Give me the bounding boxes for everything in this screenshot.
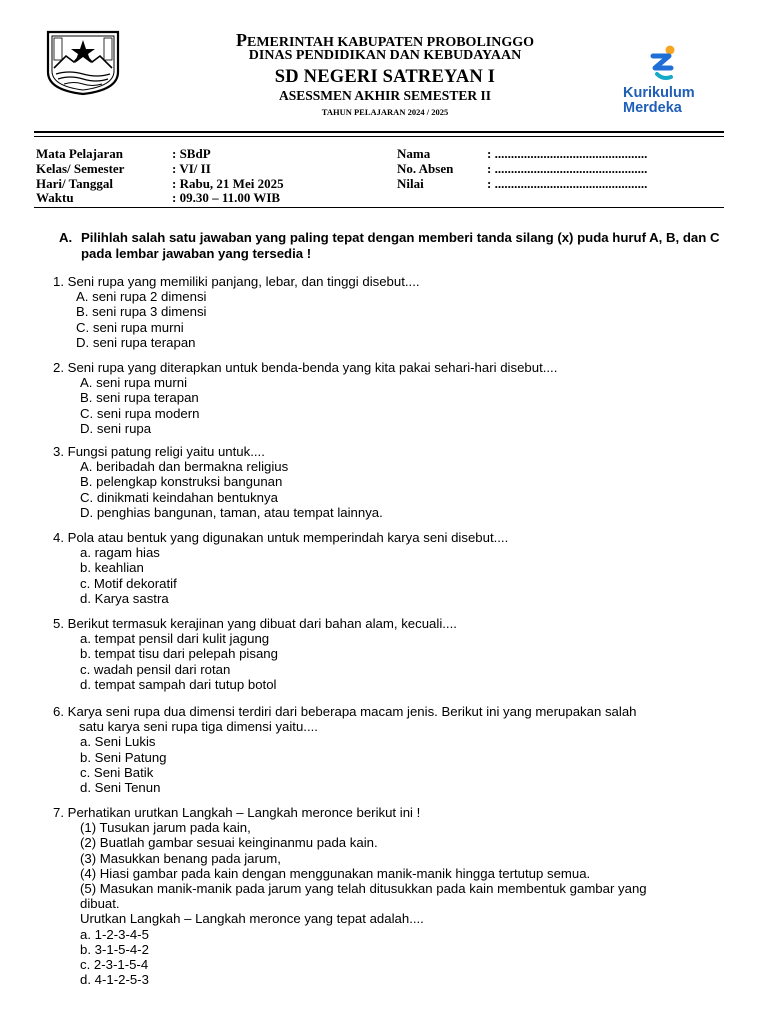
header-government: PEMERINTAH KABUPATEN PROBOLINGGO <box>235 30 535 50</box>
question-7 <box>53 805 743 987</box>
question-stem: 2. Seni rupa yang diterapkan untuk benda-benda yang kita pakai sehari-hari disebut.... <box>53 360 558 375</box>
option-a[interactable]: A. seni rupa 2 dimensi <box>76 289 207 305</box>
question-stem: 4. Pola atau bentuk yang digunakan untuk memperindah karya seni disebut.... <box>53 530 509 545</box>
option-d[interactable]: D. seni rupa terapan <box>76 334 196 350</box>
logo-text-merdeka: Merdeka <box>623 100 682 116</box>
option-a[interactable]: a. 1-2-3-4-5 <box>80 926 149 942</box>
option-b[interactable]: b. 3-1-5-4-2 <box>80 941 149 957</box>
option-d[interactable]: d. 4-1-2-5-3 <box>80 972 149 988</box>
header-exam-title: ASESSMEN AKHIR SEMESTER II <box>279 88 491 103</box>
option-c[interactable]: C. dinikmati keindahan bentuknya <box>80 489 278 505</box>
step-item: (4) Hiasi gambar pada kain dengan menggunakan manik-manik hingga tertutup semua. <box>80 865 591 881</box>
question-3 <box>53 444 743 520</box>
question-stem: 3. Fungsi patung religi yaitu untuk.... <box>53 444 265 459</box>
header-school-year: TAHUN PELAJARAN 2024 / 2025 <box>321 107 449 117</box>
absent-number-field[interactable]: : ............................................... <box>487 161 648 176</box>
option-a[interactable]: a. ragam hias <box>80 545 160 561</box>
label-score: Nilai <box>397 176 424 191</box>
question-stem: 7. Perhatikan urutkan Langkah – Langkah meronce berikut ini ! <box>53 805 421 820</box>
option-b[interactable]: B. pelengkap konstruksi bangunan <box>80 474 283 490</box>
logo-text-kurikulum: Kurikulum <box>623 85 695 101</box>
header-school-name: SD NEGERI SATREYAN I <box>274 67 496 87</box>
value-date: : Rabu, 21 Mei 2025 <box>172 176 284 191</box>
option-d[interactable]: d. Karya sastra <box>80 590 169 606</box>
score-field[interactable]: : ............................................... <box>487 176 648 191</box>
option-d[interactable]: D. seni rupa <box>80 420 152 436</box>
regency-crest-logo <box>44 28 122 96</box>
question-prompt: Urutkan Langkah – Langkah meronce yang tepat adalah.... <box>80 911 424 927</box>
option-c[interactable]: c. Seni Batik <box>80 764 154 780</box>
value-class: : VI/ II <box>172 161 211 176</box>
label-time: Waktu <box>36 190 74 205</box>
option-d[interactable]: D. penghias bangunan, taman, atau tempat lainnya. <box>80 504 383 520</box>
question-stem-continued: satu karya seni rupa tiga dimensi yaitu.... <box>79 719 318 735</box>
label-absent-number: No. Absen <box>397 161 454 176</box>
option-a[interactable]: a. Seni Lukis <box>80 734 156 750</box>
option-c[interactable]: C. seni rupa murni <box>76 319 184 335</box>
instruction-text: Pilihlah salah satu jawaban yang paling tepat dengan memberi tanda silang (x) puda huruf A, B, dan C pada lembar jawaban yang tersedia ! <box>81 230 720 261</box>
option-a[interactable]: A. seni rupa murni <box>80 375 188 391</box>
question-stem: 1. Seni rupa yang memiliki panjang, lebar, dan tinggi disebut.... <box>53 274 420 289</box>
option-c[interactable]: C. seni rupa modern <box>80 405 200 421</box>
question-1 <box>53 274 743 350</box>
identity-divider <box>34 207 724 208</box>
option-c[interactable]: c. Motif dekoratif <box>80 575 177 591</box>
option-d[interactable]: d. Seni Tenun <box>80 780 161 796</box>
question-stem: 5. Berikut termasuk kerajinan yang dibuat dari bahan alam, kecuali.... <box>53 616 457 631</box>
option-a[interactable]: a. tempat pensil dari kulit jagung <box>80 631 270 647</box>
option-b[interactable]: B. seni rupa terapan <box>80 390 199 406</box>
step-item: (2) Buatlah gambar sesuai keinginanmu pada kain. <box>80 835 378 851</box>
question-stem: 6. Karya seni rupa dua dimensi terdiri dari beberapa macam jenis. Berikut ini yang merupakan salah <box>53 704 637 719</box>
option-d[interactable]: d. tempat sampah dari tutup botol <box>80 676 277 692</box>
question-2 <box>53 360 743 436</box>
option-b[interactable]: b. tempat tisu dari pelepah pisang <box>80 646 278 662</box>
value-subject: : SBdP <box>172 146 211 161</box>
option-b[interactable]: b. Seni Patung <box>80 749 167 765</box>
step-item: (3) Masukkan benang pada jarum, <box>80 850 281 866</box>
kurikulum-merdeka-logo <box>617 44 737 124</box>
header-department: DINAS PENDIDIKAN DAN KEBUDAYAAN <box>248 48 522 63</box>
label-name: Nama <box>397 146 431 161</box>
option-b[interactable]: B. seni rupa 3 dimensi <box>76 304 207 320</box>
label-subject: Mata Pelajaran <box>36 146 124 161</box>
label-class: Kelas/ Semester <box>36 161 125 176</box>
step-item: (1) Tusukan jarum pada kain, <box>80 820 251 836</box>
header-divider-thick <box>34 131 724 133</box>
name-field[interactable]: : ............................................... <box>487 146 648 161</box>
section-letter: A. <box>59 230 73 245</box>
header-divider-thin <box>34 136 724 137</box>
value-time: : 09.30 – 11.00 WIB <box>172 190 281 205</box>
question-5 <box>53 616 743 692</box>
kurikulum-merdeka-icon <box>643 44 683 84</box>
option-c[interactable]: c. wadah pensil dari rotan <box>80 661 231 677</box>
option-c[interactable]: c. 2-3-1-5-4 <box>80 957 149 973</box>
step-item: (5) Masukan manik-manik pada jarum yang telah ditusukkan pada kain membentuk gambar yang <box>80 881 647 897</box>
step-item-continued: dibuat. <box>80 896 120 912</box>
option-b[interactable]: b. keahlian <box>80 560 144 576</box>
option-a[interactable]: A. beribadah dan bermakna religius <box>80 459 289 475</box>
label-date: Hari/ Tanggal <box>36 176 113 191</box>
question-4 <box>53 530 743 606</box>
question-6 <box>53 704 743 795</box>
